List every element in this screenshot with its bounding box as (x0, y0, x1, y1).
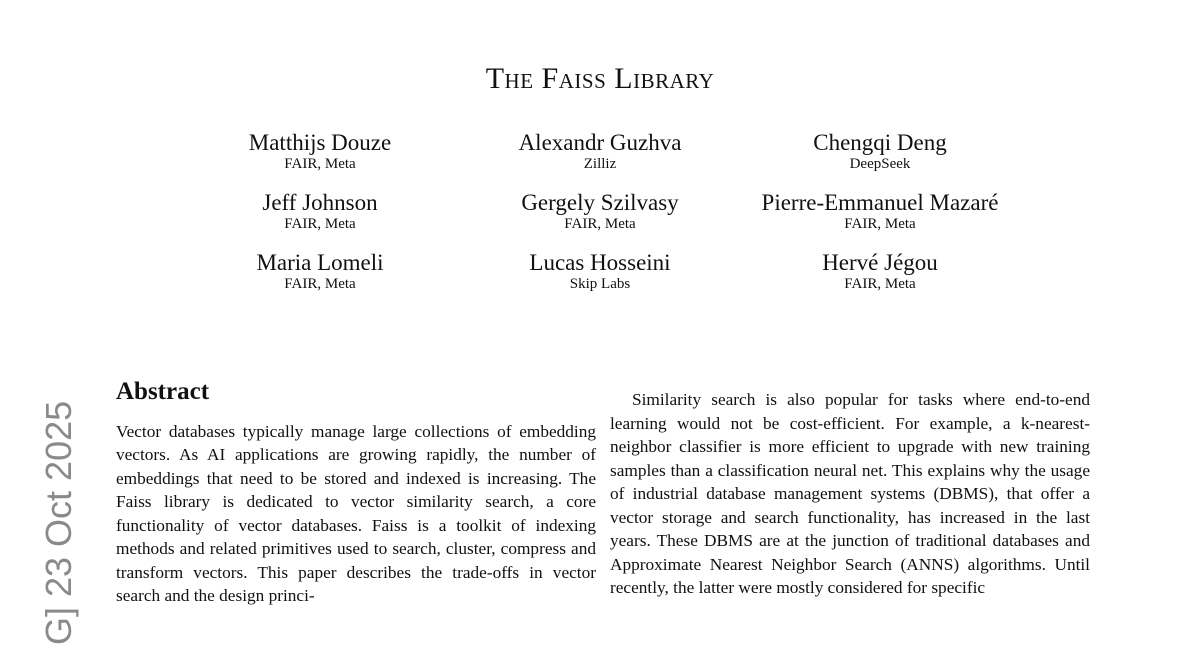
author-name: Maria Lomeli (256, 250, 384, 275)
author-block (180, 250, 460, 292)
left-column (116, 380, 596, 608)
right-column (610, 388, 1090, 600)
author-affiliation: DeepSeek (849, 156, 911, 172)
paper-title: The Faiss Library (485, 62, 715, 95)
author-affiliation: FAIR, Meta (564, 216, 636, 232)
author-block (180, 190, 460, 232)
author-name: Chengqi Deng (813, 130, 947, 155)
author-affiliation: Zilliz (583, 156, 617, 172)
author-block (460, 190, 740, 232)
author-block (460, 250, 740, 292)
author-block (740, 190, 1020, 232)
author-affiliation: FAIR, Meta (844, 216, 916, 232)
author-name: Lucas Hosseini (529, 250, 671, 275)
author-name: Gergely Szilvasy (521, 190, 679, 215)
author-name: Alexandr Guzhva (518, 130, 682, 155)
author-affiliation: Skip Labs (569, 276, 631, 292)
author-block (740, 250, 1020, 292)
author-affiliation: FAIR, Meta (844, 276, 916, 292)
abstract-heading: Abstract (116, 378, 210, 405)
author-name: Jeff Johnson (262, 190, 378, 215)
author-block (740, 130, 1020, 172)
author-block (460, 130, 740, 172)
author-affiliation: FAIR, Meta (284, 216, 356, 232)
author-name: Pierre-Emmanuel Mazaré (761, 190, 999, 215)
author-grid (180, 130, 1020, 292)
body-paragraph: Similarity search is also popular for tasks where end-to-end learning would not be cost-efficient. For example, a k-nearest-neighbor classifier is more efficient to upgrade with new training samples than a classification neural net. This explains why the usage of industrial database management systems (DBMS), that offer a vector storage and search functionality, has increased in the last years. These DBMS are at the junction of traditional databases and Approximate Nearest Neighbor Search (ANNS) algorithms. Until recently, the latter were mostly considered for specific (610, 390, 1090, 597)
author-affiliation: FAIR, Meta (284, 276, 356, 292)
author-name: Hervé Jégou (822, 250, 938, 275)
abstract-paragraph: Vector databases typically manage large collections of embedding vectors. As AI applications are growing rapidly, the number of embeddings that need to be stored and indexed is increasing. The Faiss library is dedicated to vector similarity search, a core functionality of vector databases. Faiss is a toolkit of indexing methods and related primitives used to search, cluster, compress and transform vectors. This paper describes the trade-offs in vector search and the design princi- (116, 421, 596, 605)
author-block (180, 130, 460, 172)
author-name: Matthijs Douze (248, 130, 392, 155)
author-affiliation: FAIR, Meta (284, 156, 356, 172)
arxiv-side-stamp: G] 23 Oct 2025 (38, 400, 79, 645)
